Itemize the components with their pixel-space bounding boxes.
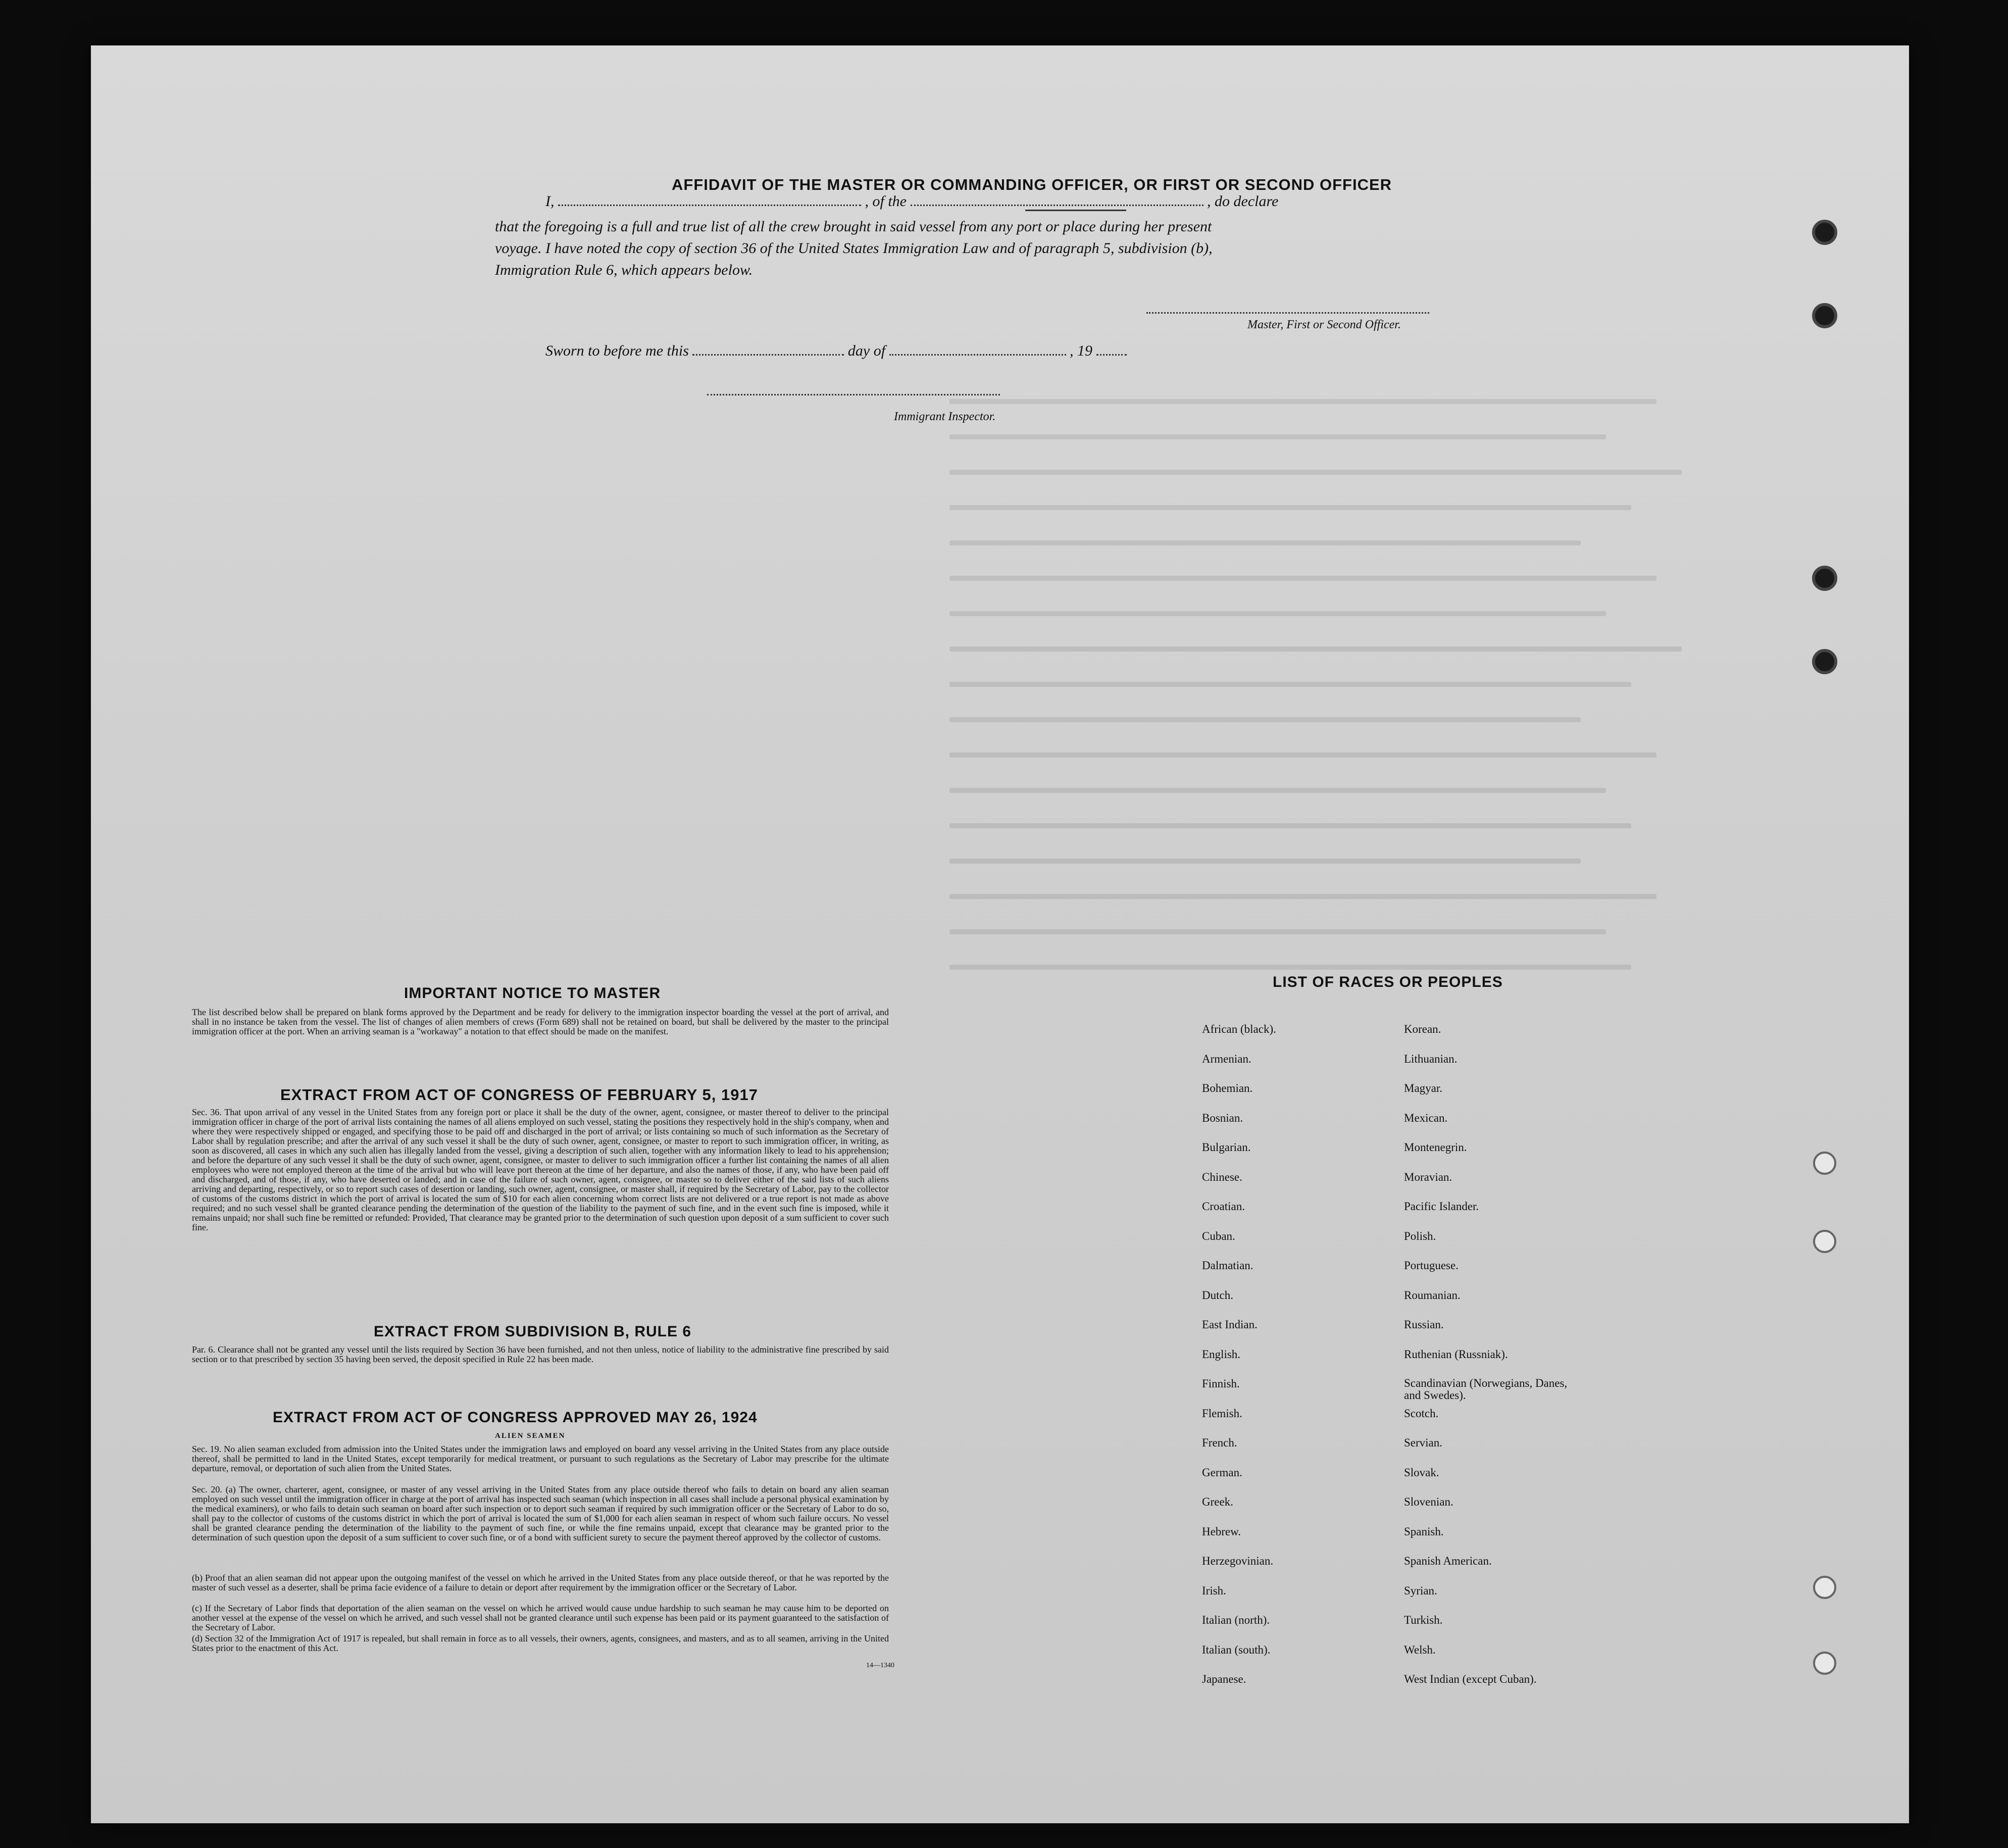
race-item: Finnish. <box>1202 1377 1240 1390</box>
punch-hole <box>1813 1230 1836 1253</box>
extract-1917-text: Sec. 36. That upon arrival of any vessel in the United States from any foreign port or place it shall be the duty of the owner, agent, consignee, or master thereof to deliver to the principal immigration officer in charge of the port of arrival lists containing the names of all aliens employed on such vessel, stating the positions they respectively hold in the ship's company, when and where they were respectively shipped or engaged, and specifying those to be paid off and discharged in the port of arrival; or lists containing so much of such information as the Secretary of Labor shall by regulation prescribe; and after the arrival of any such vessel it shall be the duty of such owner, agent, consignee, or master to report to such immigration officer, in writing, as soon as discovered, all cases in which any such alien has illegally landed from the vessel, giving a description of such alien, together with any information likely to lead to his apprehension; and before the departure of any such vessel it shall be the duty of such owner, agent, consignee, or master to deliver to such immigration officer a further list containing the names of all alien employees who were not employed thereon at the time of the arrival but who will leave port thereon at the time of her departure, and also the names of those, if any, who have been paid off and discharged, and of those, if any, who have deserted or landed; and in case of the failure of such owner, agent, consignee, or master so to deliver either of the said lists of such aliens arriving and departing, respectively, or so to report such cases of desertion or landing, such owner, agent, consignee, or master shall, if required by the Secretary of Labor, pay to the collector of customs of the customs district in which the port of arrival is located the sum of $10 for each alien concerning whom correct lists are not delivered or a true report is not made as above required; and no such vessel shall be granted clearance pending the determination of the question of the liability to the payment of such fine, and in the event such fine is imposed, while it remains unpaid; nor shall such fine be remitted or refunded: Provided, That clearance may be granted prior to the determination of such question upon deposit of a sum sufficient to cover such fine. <box>192 1107 889 1232</box>
races-column-right <box>1404 1023 1616 1703</box>
race-item: Flemish. <box>1202 1407 1242 1420</box>
affidavit-title: AFFIDAVIT OF THE MASTER OR COMMANDING OFFICER, OR FIRST OR SECOND OFFICER <box>672 176 1392 193</box>
extract-1924-sec20c: (c) If the Secretary of Labor finds that deportation of the alien seaman on the vessel on which he arrived would cause undue hardship to such seaman he may cause him to be deported on another vessel at the expense of the vessel on which he arrived, and such vessel shall not be granted clearance until such expense has been paid or its payment guaranteed to the satisfaction of the Secretary of Labor. <box>192 1603 889 1632</box>
day-blank[interactable] <box>692 352 844 356</box>
race-item: Spanish. <box>1404 1525 1444 1538</box>
punch-hole <box>1812 566 1837 591</box>
extract-1924-title: EXTRACT FROM ACT OF CONGRESS APPROVED MAY 26, 1924 <box>273 1409 758 1426</box>
punch-hole <box>1813 1652 1836 1675</box>
race-item: Slovak. <box>1404 1466 1439 1479</box>
punch-hole <box>1812 649 1837 674</box>
inspector-signature-line[interactable] <box>707 394 1000 395</box>
race-item: Herzegovinian. <box>1202 1555 1274 1567</box>
race-item: Mexican. <box>1404 1111 1448 1124</box>
extract-1924-sec20a: Sec. 20. (a) The owner, charterer, agent, consignee, or master of any vessel arriving in the United States from any place outside thereof who fails to detain on board any alien seaman employed on such vessel until the immigration officer in charge at the port of arrival has inspected such seaman (which inspection in all cases shall include a personal physical examination by the medical examiners), or who fails to detain such seaman on board after such inspection or to deport such seaman if required by such immigration officer or the Secretary of Labor to do so, shall pay to the collector of customs of the customs district in which the port of arrival is located the sum of $1,000 for each alien seaman in respect of whom such failure occurs. No vessel shall be granted clearance pending the determination of the liability to the payment of such fine, or while the fine remains unpaid, except that clearance may be granted prior to the determination of such question upon the deposit of a sum sufficient to cover such fine, or of a bond with sufficient surety to secure the payment thereof approved by the collector of customs. <box>192 1484 889 1542</box>
notice-text: The list described below shall be prepared on blank forms approved by the Department and be ready for delivery to the immigration inspector boarding the vessel at the port of arrival, and shall in no instance be taken from the vessel. The list of changes of alien members of crews (Form 689) shall not be retained on board, but shall be delivered by the master to the principal immigration officer at the port. When an arriving seaman is a "workaway" a notation to that effect should be made on the manifest. <box>192 1007 889 1036</box>
race-item: Bohemian. <box>1202 1082 1253 1094</box>
race-item: Russian. <box>1404 1318 1444 1331</box>
notice-title: IMPORTANT NOTICE TO MASTER <box>404 985 661 1002</box>
race-item: Scotch. <box>1404 1407 1439 1420</box>
form-number: 14—1340 <box>866 1662 894 1669</box>
affidavit-line-4: Immigration Rule 6, which appears below. <box>495 262 753 278</box>
of-the-label: , of the <box>865 193 907 210</box>
extract-1924-sec20d: (d) Section 32 of the Immigration Act of 1917 is repealed, but shall remain in force as to all vessels, their owners, agents, consignees, and masters, and as to all seamen, arriving in the United States prior to the enactment of this Act. <box>192 1633 889 1653</box>
day-of-label: day of <box>847 342 886 359</box>
punch-hole <box>1813 1152 1836 1175</box>
race-item: English. <box>1202 1347 1241 1361</box>
punch-hole <box>1813 1576 1836 1599</box>
inspector-signature-label: Immigrant Inspector. <box>894 410 996 423</box>
race-item: Portuguese. <box>1404 1259 1459 1272</box>
race-item: Bosnian. <box>1202 1111 1243 1124</box>
punch-hole <box>1812 220 1837 245</box>
race-item: Croatian. <box>1202 1200 1245 1213</box>
race-item: German. <box>1202 1466 1242 1479</box>
race-item: Servian. <box>1404 1436 1443 1449</box>
sworn-line <box>545 342 1127 360</box>
race-item: Lithuanian. <box>1404 1052 1458 1065</box>
race-item: Hebrew. <box>1202 1525 1241 1538</box>
race-item: Chinese. <box>1202 1170 1242 1183</box>
month-blank[interactable] <box>889 352 1066 356</box>
name-blank[interactable] <box>558 203 861 206</box>
races-title: LIST OF RACES OR PEOPLES <box>1273 974 1503 990</box>
master-signature-line[interactable] <box>1146 312 1429 314</box>
race-item: Syrian. <box>1404 1584 1437 1597</box>
extract-rule6-text: Par. 6. Clearance shall not be granted any vessel until the lists required by Section 36 have been furnished, and not then unless, notice of liability to the administrative fine prescribed by said section or to that prescribed by section 35 having been served, the deposit specified in Rule 22 has been made. <box>192 1344 889 1364</box>
race-item: Slovenian. <box>1404 1495 1453 1508</box>
race-item: Spanish American. <box>1404 1555 1492 1567</box>
do-declare-label: , do declare <box>1207 193 1279 210</box>
affidavit-declaration-line <box>545 193 1278 210</box>
race-item: Korean. <box>1404 1023 1441 1035</box>
master-signature-label: Master, First or Second Officer. <box>1247 318 1401 331</box>
extract-1917-title: EXTRACT FROM ACT OF CONGRESS OF FEBRUARY 5, 1917 <box>280 1086 758 1104</box>
race-item: Magyar. <box>1404 1082 1443 1094</box>
sworn-label: Sworn to before me this <box>545 342 689 359</box>
extract-1924-sec19: Sec. 19. No alien seaman excluded from admission into the United States under the immigration laws and employed on board any vessel arriving in the United States from any place outside thereof, shall be permitted to land in the United States, except temporarily for medical treatment, or pursuant to such regulations as the Secretary of Labor may prescribe for the ultimate departure, removal, or deportation of such alien from the United States. <box>192 1444 889 1473</box>
race-item: Cuban. <box>1202 1229 1235 1242</box>
race-item: Irish. <box>1202 1584 1226 1597</box>
alien-seamen-subtitle: ALIEN SEAMEN <box>495 1432 566 1440</box>
race-item: West Indian (except Cuban). <box>1404 1673 1537 1685</box>
race-item: Armenian. <box>1202 1052 1251 1065</box>
race-item: French. <box>1202 1436 1237 1449</box>
year-label: , 19 <box>1070 342 1093 359</box>
race-item: Dalmatian. <box>1202 1259 1253 1272</box>
punch-hole <box>1812 303 1837 328</box>
affidavit-line-2: that the foregoing is a full and true list of all the crew brought in said vessel from any port or place during her present <box>495 218 1212 235</box>
race-item: Turkish. <box>1404 1614 1443 1626</box>
race-item: Ruthenian (Russniak). <box>1404 1347 1508 1361</box>
race-item: Pacific Islander. <box>1404 1200 1479 1213</box>
year-blank[interactable] <box>1096 352 1127 356</box>
extract-rule6-title: EXTRACT FROM SUBDIVISION B, RULE 6 <box>374 1323 692 1340</box>
i-label: I, <box>545 193 555 210</box>
race-item: Bulgarian. <box>1202 1141 1251 1154</box>
race-item: Japanese. <box>1202 1673 1246 1685</box>
races-column-left <box>1202 1023 1414 1703</box>
race-item: Welsh. <box>1404 1643 1436 1656</box>
race-item: East Indian. <box>1202 1318 1258 1331</box>
race-item: Greek. <box>1202 1495 1233 1508</box>
race-item: Polish. <box>1404 1229 1436 1242</box>
race-item: Dutch. <box>1202 1288 1233 1302</box>
race-item: African (black). <box>1202 1023 1276 1035</box>
document-sheet <box>91 45 1909 1823</box>
race-item: Italian (north). <box>1202 1614 1270 1626</box>
race-item: Montenegrin. <box>1404 1141 1467 1154</box>
race-item: Scandinavian (Norwegians, Danes, and Swedes). <box>1404 1377 1568 1402</box>
extract-1924-sec20b: (b) Proof that an alien seaman did not appear upon the outgoing manifest of the vessel on which he arrived in the United States from any place outside thereof, or that he was reported by the master of such vessel as a deserter, shall be prima facie evidence of a failure to detain or deport after requirement by the immigration officer or the Secretary of Labor. <box>192 1573 889 1592</box>
race-item: Italian (south). <box>1202 1643 1271 1656</box>
race-item: Moravian. <box>1404 1170 1452 1183</box>
race-item: Roumanian. <box>1404 1288 1461 1302</box>
affidavit-line-3: voyage. I have noted the copy of section 36 of the United States Immigration Law and of paragraph 5, subdivision (b), <box>495 240 1213 257</box>
vessel-blank[interactable] <box>911 203 1203 206</box>
